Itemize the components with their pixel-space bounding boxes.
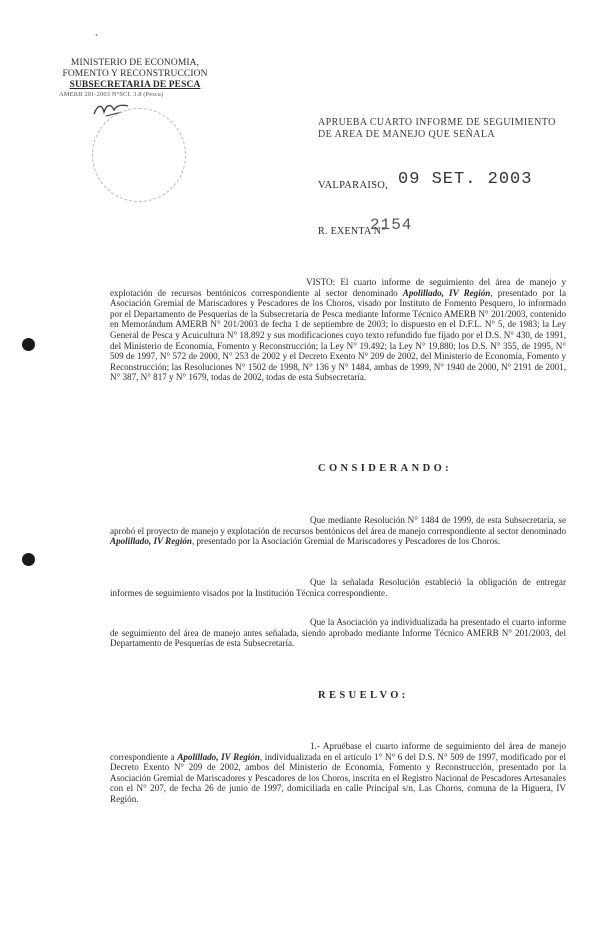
resuelvo-paragraph-1: 1.- Apruébase el cuarto informe de seguimiento del área de manejo correspondiente a Apolillado, IV Región, individualizada en el artículo 1° N° 6 del D.S. N° 509 de 1997, modificado por el Decreto Exento N° 209 de 2002, ambos del Ministerio de Economía, Fomento y Reconstrucción, presentado por la Asociación Gremial de Mariscadores y Pescadores de los Choros, inscrita en el Registro Nacional de Pescadores Artesanales con el N° 207, de fecha 26 de junio de 1997, domiciliada en calle Principal s/n, Las Choros, comuna de la Higuera, IV Región. [110,741,566,804]
visto-paragraph: VISTO: El cuarto informe de seguimiento del área de manejo y explotación de recursos bentónicos correspondiente al sector denominado Apolillado, IV Región, presentado por la Asociación Gremial de Mariscadores y Pescadores de los Choros, visado por Instituto de Fomento Pesquero, lo informado por el Departamento de Pesquerías de la Subsecretaría de Pesca mediante Informe Técnico AMERB N° 201/2003, contenido en Memorándum AMERB N° 201/2003 de fecha 1 de septiembre de 2003; lo dispuesto en el D.F.L. N° 5, de 1983; la Ley General de Pesca y Acuicultura N° 18.892 y sus modificaciones cuyo texto refundido fue fijado por el D.S. N° 430, de 1991, del Ministerio de Economía, Fomento y Reconstrucción; la Ley N° 19.492; la Ley N° 19.880; los D.S. N° 355, de 1995, N° 509 de 1997, N° 572 de 2000, N° 253 de 2002 y el Decreto Exento N° 209 de 2002, del Ministerio de Economía, Fomento y Reconstrucción; las Resoluciones N° 1502 de 1998, N° 136 y N° 1484, ambas de 1999, N° 1940 de 2000, N° 2191 de 2001, N° 387, N° 817 y N° 1679, todas de 2002, todas de esta Subsecretaría. [110,277,566,383]
sector-name: Apolillado, IV Región [402,287,491,298]
official-stamp [92,108,186,202]
document-subject [318,117,588,141]
resolution-number: 2154 [370,216,413,234]
considerando-heading: CONSIDERANDO: [318,463,453,474]
subject-line-2: DE AREA DE MANEJO QUE SEÑALA [318,129,496,140]
ministry-line-2: FOMENTO Y RECONSTRUCCION [62,69,208,79]
resolution-label: R. EXENTA N° [318,226,386,237]
subject-line-1: APRUEBA CUARTO INFORME DE SEGUIMIENTO [318,117,556,128]
subsecretaria-title: SUBSECRETARIA DE PESCA [69,80,201,90]
reference-code: AMERB 201-2003 N°SCI. 3.8 (Pesca) [59,91,164,98]
hole-punch [22,553,35,566]
letterhead [55,58,215,99]
sector-name: Apolillado, IV Región [177,751,260,762]
considerando-paragraph-1: Que mediante Resolución N° 1484 de 1999, de esta Subsecretaría, se aprobó el proyecto de manejo y explotación de recursos bentónicos del área de manejo correspondiente al sector denominado Apolillado, IV Región, presentado por la Asociación Gremial de Mariscadores y Pescadores de los Choros. [110,515,566,547]
considerando-paragraph-3: Que la Asociación ya individualizada ha presentado el cuarto informe de seguimiento del área de manejo antes señalada, siendo aprobado mediante Informe Técnico AMERB N° 201/2003, del Departamento de Pesquerías de esta Subsecretaría. [110,617,566,649]
date-stamp: 09 SET. 2003 [398,170,533,189]
ministry-line-1: MINISTERIO DE ECONOMIA, [70,58,200,68]
considerando-paragraph-2: Que la señalada Resolución estableció la obligación de entregar informes de seguimiento visados por la Institución Técnica correspondiente. [110,577,566,598]
corner-mark: ꞏ [95,30,98,40]
resuelvo-heading: RESUELVO: [318,690,409,701]
place-label: VALPARAISO, [318,180,389,191]
sector-name: Apolillado, IV Región [110,536,192,547]
hole-punch [22,338,35,351]
